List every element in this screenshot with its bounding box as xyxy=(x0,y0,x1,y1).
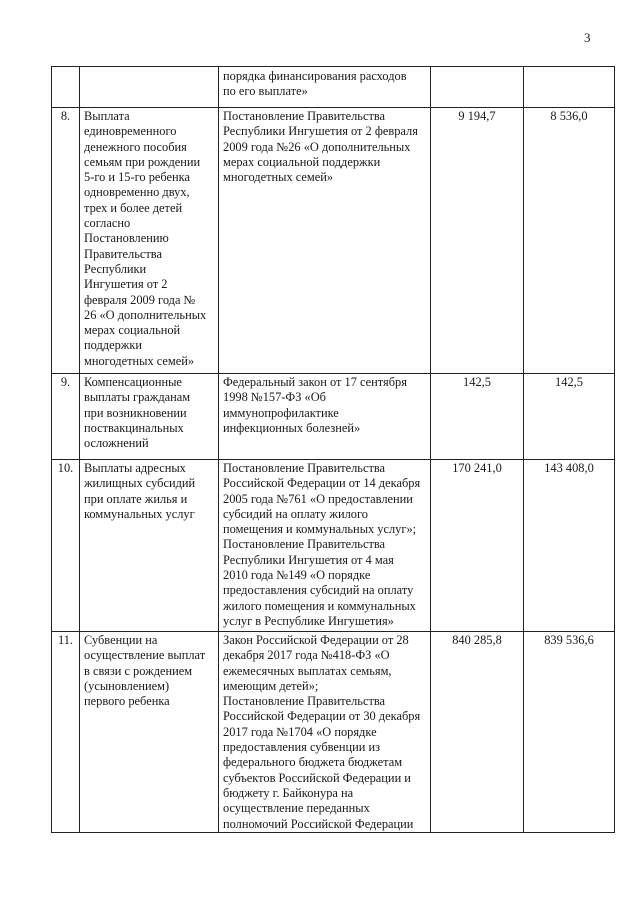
description-line: Постановлению xyxy=(84,231,169,246)
legal-basis-line: услуг в Республике Ингушетия» xyxy=(223,613,394,628)
table-body xyxy=(52,67,615,833)
legal-basis-line: декабря 2017 года №418-ФЗ «О xyxy=(223,648,390,663)
description-line: выплаты гражданам xyxy=(84,390,191,405)
description-line: при оплате жилья и xyxy=(84,491,188,506)
description-line: коммунальных услуг xyxy=(84,506,195,521)
description-line: Субвенции на xyxy=(84,633,158,647)
description-line: одновременно двух, xyxy=(84,185,190,200)
payment-description-cell xyxy=(80,108,219,374)
amount-executed-cell xyxy=(524,67,615,108)
description-line: поддержки xyxy=(84,338,142,353)
legal-basis-line: 2005 года №761 «О предоставлении xyxy=(223,491,413,506)
description-line: осуществление выплат xyxy=(84,648,206,663)
amount-executed-cell: 8 536,0 xyxy=(524,108,615,374)
legal-basis-line: осуществление переданных xyxy=(223,801,370,816)
payment-description-cell xyxy=(80,460,219,632)
description-line: (усыновлением) xyxy=(84,678,170,693)
description-line: многодетных семей» xyxy=(84,353,195,368)
row-number-cell: 11. xyxy=(52,632,80,833)
description-line: Компенсационные xyxy=(84,375,182,389)
legal-basis-line: имеющим детей»; xyxy=(223,678,319,693)
payment-description-cell xyxy=(80,374,219,460)
legal-basis-line: бюджету г. Байконура на xyxy=(223,785,354,800)
description-line: жилищных субсидий xyxy=(84,476,196,491)
table-row xyxy=(52,460,615,632)
table-row xyxy=(52,67,615,108)
legal-basis-line: жилого помещения и коммунальных xyxy=(223,598,416,613)
legal-basis-cell xyxy=(219,108,431,374)
payment-description-cell xyxy=(80,632,219,833)
legal-basis-line: иммунопрофилактике xyxy=(223,405,339,420)
legal-basis-line: Российской Федерации от 14 декабря xyxy=(223,476,421,491)
row-number-cell: 10. xyxy=(52,460,80,632)
legal-basis-line: Постановление Правительства xyxy=(223,537,386,552)
legal-basis-line: Республики Ингушетия от 2 февраля xyxy=(223,124,418,139)
legal-basis-line: инфекционных болезней» xyxy=(223,420,361,435)
legal-basis-line: 1998 №157-ФЗ «Об xyxy=(223,390,326,405)
description-line: первого ребенка xyxy=(84,694,170,709)
table-row xyxy=(52,108,615,374)
legal-basis-line: предоставления субсидий на оплату xyxy=(223,583,414,598)
table-row xyxy=(52,632,615,833)
row-number-cell: 9. xyxy=(52,374,80,460)
legal-basis-line: полномочий Российской Федерации xyxy=(223,816,414,831)
legal-basis-line: 2017 года №1704 «О порядке xyxy=(223,724,377,739)
description-line: осложнений xyxy=(84,436,149,451)
legal-basis-line: ежемесячных выплатах семьям, xyxy=(223,663,392,678)
legal-basis-line: Республики Ингушетия от 4 мая xyxy=(223,552,394,567)
legal-basis-line: многодетных семей» xyxy=(223,170,334,185)
description-line: Ингушетия от 2 xyxy=(84,277,168,292)
expenses-table xyxy=(51,66,615,833)
table-row xyxy=(52,374,615,460)
legal-basis-line: Закон Российской Федерации от 28 xyxy=(223,633,409,647)
legal-basis-line: федерального бюджета бюджетам xyxy=(223,755,403,770)
description-line: в связи с рождением xyxy=(84,663,193,678)
legal-basis-line: субсидий на оплату жилого xyxy=(223,506,368,521)
amount-planned-cell: 840 285,8 xyxy=(431,632,524,833)
description-line: денежного пособия xyxy=(84,139,187,154)
description-line: трех и более детей xyxy=(84,200,183,215)
description-line: Правительства xyxy=(84,246,162,261)
description-line: мерах социальной xyxy=(84,323,181,338)
description-line: согласно xyxy=(84,216,131,231)
description-line: семьям при рождении xyxy=(84,154,201,169)
amount-planned-cell: 170 241,0 xyxy=(431,460,524,632)
legal-basis-cell xyxy=(219,374,431,460)
legal-basis-line: Федеральный закон от 17 сентября xyxy=(223,375,407,389)
row-number-cell: 8. xyxy=(52,108,80,374)
amount-executed-cell: 839 536,6 xyxy=(524,632,615,833)
row-number-cell xyxy=(52,67,80,108)
legal-basis-cell xyxy=(219,67,431,108)
legal-basis-cell xyxy=(219,460,431,632)
legal-basis-line: предоставления субвенции из xyxy=(223,740,381,755)
legal-basis-line: субъектов Российской Федерации и xyxy=(223,770,411,785)
description-line: единовременного xyxy=(84,124,177,139)
amount-planned-cell: 142,5 xyxy=(431,374,524,460)
amount-planned-cell: 9 194,7 xyxy=(431,108,524,374)
legal-basis-line: Постановление Правительства xyxy=(223,109,386,123)
description-line: февраля 2009 года № xyxy=(84,292,196,307)
description-line: Выплаты адресных xyxy=(84,461,186,475)
description-line: 5-го и 15-го ребенка xyxy=(84,170,190,185)
legal-basis-line: помещения и коммунальных услуг»; xyxy=(223,522,417,537)
legal-basis-line: Постановление Правительства xyxy=(223,461,386,475)
amount-executed-cell: 142,5 xyxy=(524,374,615,460)
legal-basis-line: 2010 года №149 «О порядке xyxy=(223,568,371,583)
description-line: при возникновении xyxy=(84,405,187,420)
legal-basis-line: порядка финансирования расходов xyxy=(223,69,407,83)
amount-executed-cell: 143 408,0 xyxy=(524,460,615,632)
description-line: поствакцинальных xyxy=(84,420,184,435)
description-line: Республики xyxy=(84,261,147,276)
legal-basis-line: мерах социальной поддержки xyxy=(223,154,381,169)
page-number: 3 xyxy=(584,30,591,45)
description-line: Выплата xyxy=(84,109,130,123)
amount-planned-cell xyxy=(431,67,524,108)
payment-description-cell xyxy=(80,67,219,108)
legal-basis-line: 2009 года №26 «О дополнительных xyxy=(223,139,411,154)
legal-basis-line: Российской Федерации от 30 декабря xyxy=(223,709,421,724)
legal-basis-cell xyxy=(219,632,431,833)
legal-basis-line: Постановление Правительства xyxy=(223,694,386,709)
description-line: 26 «О дополнительных xyxy=(84,307,207,322)
legal-basis-line: по его выплате» xyxy=(223,84,308,99)
